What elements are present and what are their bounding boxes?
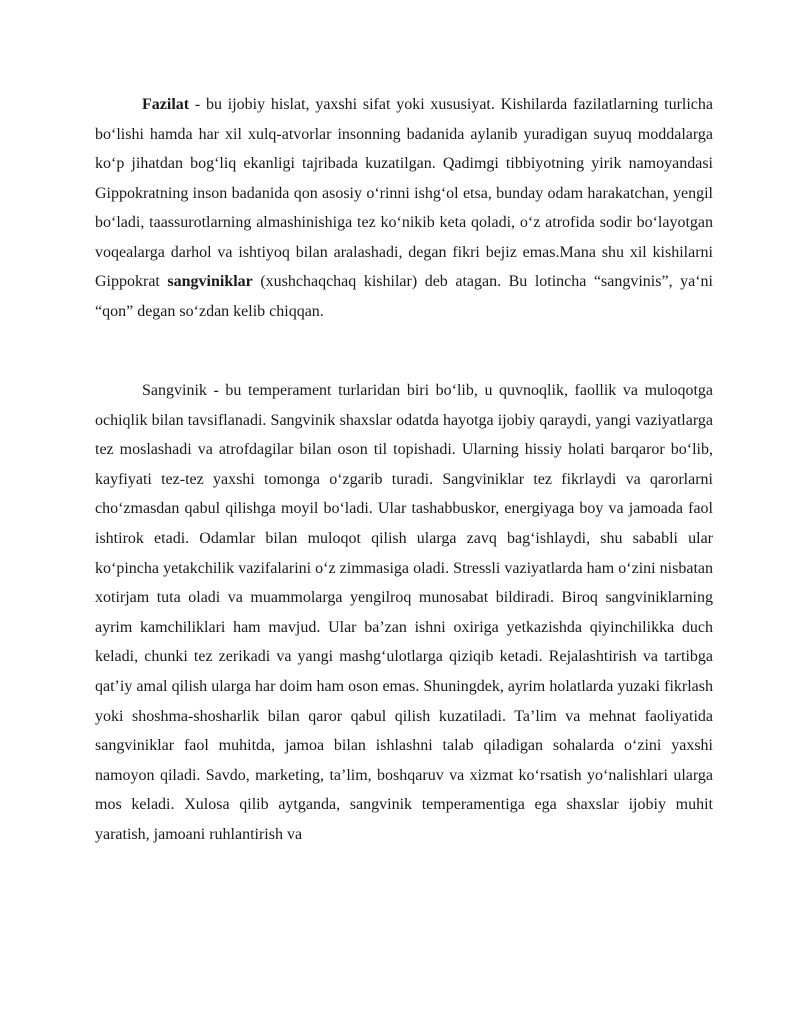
paragraph-fazilat-text-a: - bu ijobiy hislat, yaxshi sifat yoki xususiyat. Kishilarda fazilatlarning turlicha bo‘lishi hamda har xil xulq-atvorlar insonning badanida aylanib yuradigan suyuq moddalarga ko‘p jihatdan bog‘liq ekanligi tajribada kuzatilgan. Qadimgi tibbiyotning yirik namoyandasi Gippokratning inson badanida qon asosiy o‘rinni ishg‘ol etsa, bunday odam harakatchan, yengil bo‘ladi, taassurotlarning almashinishiga tez ko‘nikib keta qoladi, o‘z atrofida sodir bo‘layotgan voqealarga darhol va ishtiyoq bilan aralashadi, degan fikri bejiz emas.Mana shu xil kishilarni Gippokrat	[95, 96, 713, 290]
term-fazilat: Fazilat	[142, 96, 190, 113]
paragraph-fazilat-text-b: (xushchaqchaq kishilar) deb atagan. Bu lotincha “sangvinis”, ya‘ni “qon” degan so‘zdan kelib chiqqan.	[95, 273, 713, 320]
paragraph-fazilat	[95, 90, 713, 326]
document-page	[95, 90, 713, 850]
term-sangviniklar: sangviniklar	[167, 273, 253, 290]
paragraph-sangvinik: Sangvinik - bu temperament turlaridan biri bo‘lib, u quvnoqlik, faollik va muloqotga ochiqlik bilan tavsiflanadi. Sangvinik shaxslar odatda hayotga ijobiy qaraydi, yangi vaziyatlarga tez moslashadi va atrofdagilar bilan oson til topishadi. Ularning hissiy holati barqaror bo‘lib, kayfiyati tez-tez yaxshi tomonga o‘zgarib turadi. Sangviniklar tez fikrlaydi va qarorlarni cho‘zmasdan qabul qilishga moyil bo‘ladi. Ular tashabbuskor, energiyaga boy va jamoada faol ishtirok etadi. Odamlar bilan muloqot qilish ularga zavq bag‘ishlaydi, shu sababli ular ko‘pincha yetakchilik vazifalarini o‘z zimmasiga oladi. Stressli vaziyatlarda ham o‘zini nisbatan xotirjam tuta oladi va muammolarga yengilroq munosabat bildiradi. Biroq sangviniklarning ayrim kamchiliklari ham mavjud. Ular ba’zan ishni oxiriga yetkazishda qiyinchilikka duch keladi, chunki tez zerikadi va yangi mashg‘ulotlarga qiziqib ketadi. Rejalashtirish va tartibga qat’iy amal qilish ularga har doim ham oson emas. Shuningdek, ayrim holatlarda yuzaki fikrlash yoki shoshma-shosharlik bilan qaror qabul qilish kuzatiladi. Ta’lim va mehnat faoliyatida sangviniklar faol muhitda, jamoa bilan ishlashni talab qiladigan sohalarda o‘zini yaxshi namoyon qiladi. Savdo, marketing, ta’lim, boshqaruv va xizmat ko‘rsatish yo‘nalishlari ularga mos keladi. Xulosa qilib aytganda, sangvinik temperamentiga ega shaxslar ijobiy muhit yaratish, jamoani ruhlantirish va	[95, 382, 713, 843]
